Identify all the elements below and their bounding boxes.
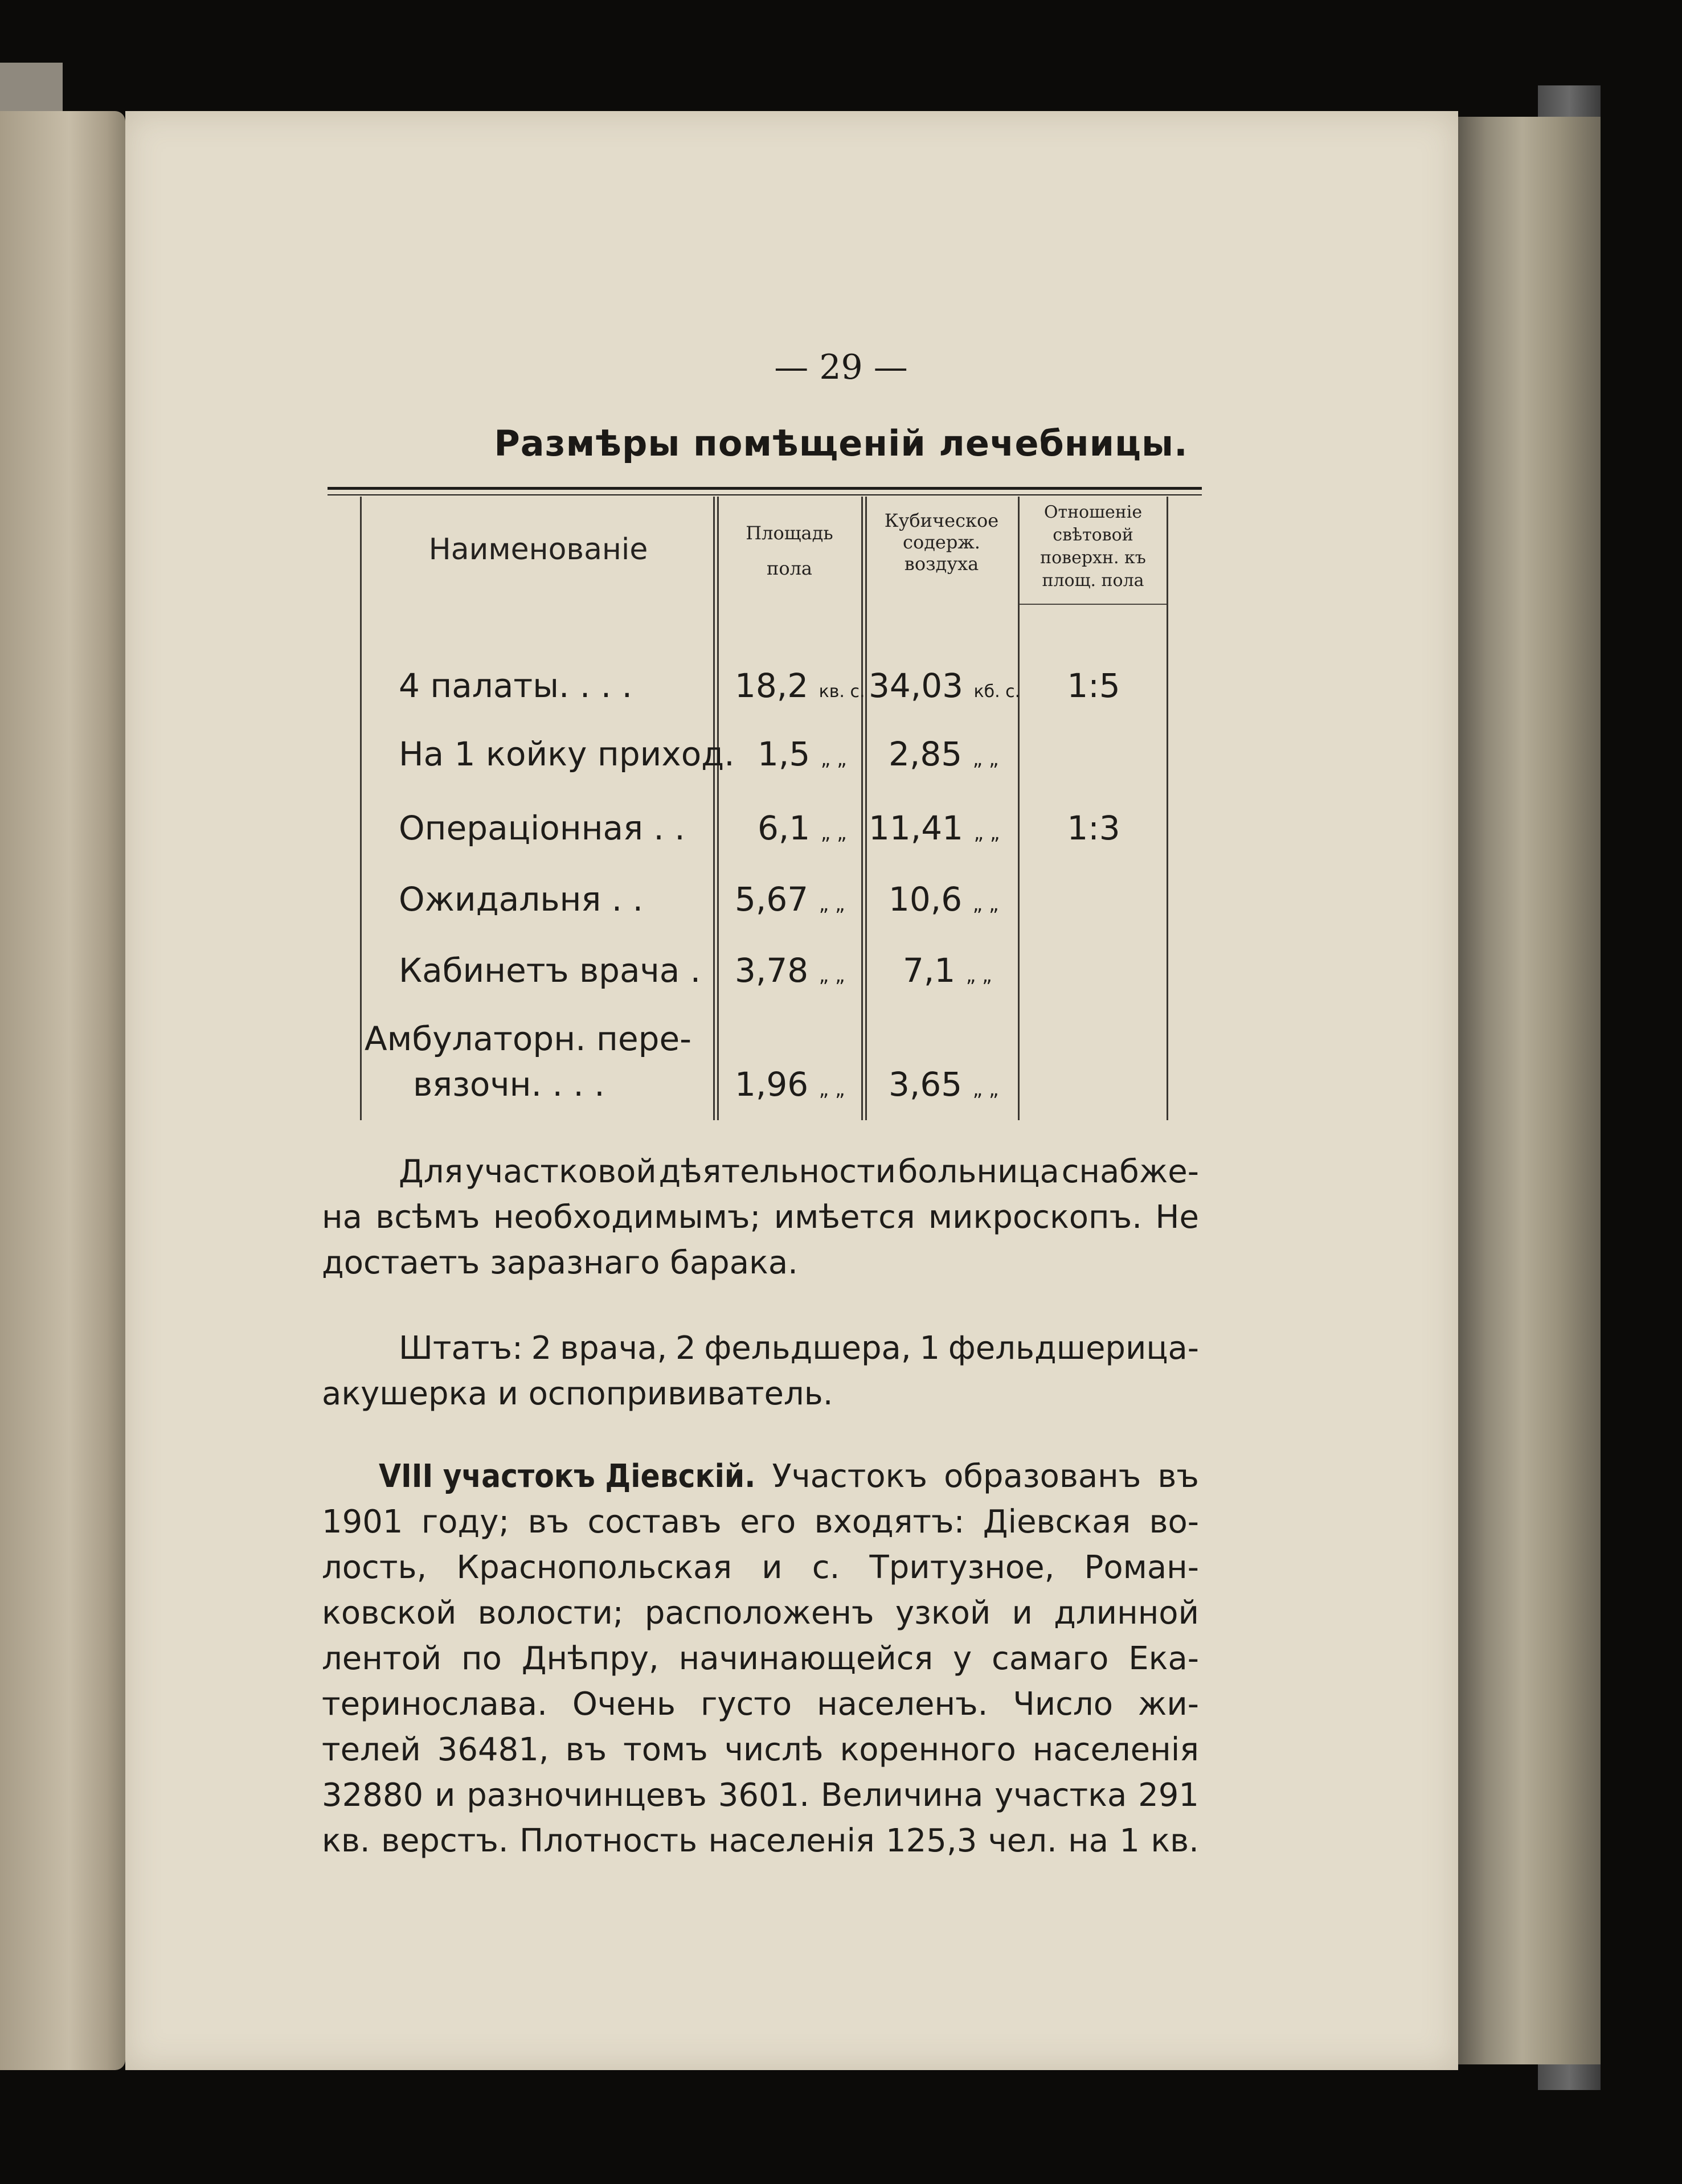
word: Участокъ (772, 1458, 928, 1495)
word: чел. (988, 1822, 1057, 1859)
word: входятъ: (814, 1503, 965, 1540)
table-left-border (360, 497, 362, 1120)
word: въ (1157, 1458, 1199, 1495)
page-stack-edge (1458, 117, 1601, 2064)
word: населенія (1032, 1731, 1199, 1768)
word: въ (565, 1731, 607, 1768)
row-1-ratio: 1:5 (1067, 666, 1120, 705)
word: 2 (531, 1330, 552, 1367)
header-name (365, 530, 712, 569)
header-ratio-line-4: площ. пола (1042, 571, 1144, 591)
row-5-cubic-ditto: „ „ (965, 964, 992, 987)
word: въ (527, 1503, 570, 1540)
header-area-line-2: пола (767, 558, 812, 579)
word: врача, (560, 1330, 668, 1367)
word: самаго (992, 1640, 1109, 1677)
word: дѣятельности (658, 1153, 897, 1190)
word: Днѣпру, (521, 1640, 659, 1677)
word: коренного (840, 1731, 1016, 1768)
word: Для (399, 1153, 464, 1190)
word: 125,3 (886, 1822, 977, 1859)
word: образованъ (944, 1458, 1141, 1495)
header-ratio-line-1: Отношеніе (1043, 502, 1143, 522)
word: фельдшера, (704, 1330, 911, 1367)
word: 2 (675, 1330, 696, 1367)
row-1-area-value: 18,2 (735, 666, 809, 705)
row-5-area-value: 3,78 (735, 951, 809, 990)
row-3-cubic-ditto: „ „ (973, 822, 1000, 845)
header-separator (1020, 604, 1167, 605)
word: волости; (477, 1595, 624, 1632)
word: микроскопъ. (928, 1199, 1143, 1236)
row-1-cubic (869, 666, 1020, 705)
header-cubic-line-3: воздуха (904, 553, 979, 575)
row-6-cubic-value: 3,65 (889, 1065, 963, 1104)
text-line (322, 1640, 1199, 1677)
word: на (1068, 1822, 1109, 1859)
row-5-cubic-value: 7,1 (903, 951, 956, 990)
row-2-cubic-value: 2,85 (889, 735, 963, 773)
text-line (322, 1822, 1199, 1859)
word: Тритузное, (869, 1549, 1055, 1586)
word: по (461, 1640, 502, 1677)
row-1-name: 4 палаты. . . . (399, 666, 633, 705)
word: участка (995, 1777, 1127, 1814)
table-top-rule-thin (328, 494, 1202, 495)
row-3-name: Операціонная . . (399, 809, 685, 847)
row-6-area-value: 1,96 (735, 1065, 809, 1104)
word: и (434, 1777, 456, 1814)
district-title: VIII участокъ Діевскій. (379, 1458, 756, 1495)
column-divider-2 (861, 497, 867, 1120)
word: 32880 (322, 1777, 424, 1814)
text-line (379, 1458, 1199, 1495)
text-line (399, 1153, 1199, 1190)
row-1-cubic-value: 34,03 (869, 666, 964, 705)
text-line (399, 1330, 1199, 1367)
header-cubic-line-1: Кубическое (884, 510, 999, 531)
row-3-area (758, 809, 847, 847)
word: Величина (820, 1777, 984, 1814)
row-2-area-value: 1,5 (758, 735, 811, 773)
row-1-cubic-unit: кб. с. (973, 682, 1021, 702)
word: числѣ (724, 1731, 824, 1768)
table-heading: Размѣры помѣщеній лечебницы. (494, 423, 1188, 464)
word: Діевская (983, 1503, 1131, 1540)
row-5-area-ditto: „ „ (819, 964, 845, 987)
text-line (322, 1244, 1199, 1281)
word: верстъ. (380, 1822, 509, 1859)
row-2-name: На 1 койку приход. (399, 735, 735, 773)
book-cover-left (0, 63, 63, 114)
word: участковой (465, 1153, 657, 1190)
row-6-area (735, 1065, 845, 1104)
word: теринослава. (322, 1686, 547, 1723)
word: и (762, 1549, 783, 1586)
row-2-cubic (889, 735, 999, 773)
row-6-name-line-2: вязочн. . . . (413, 1065, 605, 1104)
header-cubic (867, 510, 1016, 575)
text-line (322, 1503, 1199, 1540)
row-4-area-value: 5,67 (735, 880, 809, 919)
header-cubic-line-2: содерж. (903, 531, 980, 553)
word: у (953, 1640, 972, 1677)
word: всѣмъ (375, 1199, 480, 1236)
header-area (719, 515, 860, 586)
row-2-area (758, 735, 847, 773)
word: акушерка и оспопрививатель. (322, 1375, 833, 1412)
word: узкой (895, 1595, 991, 1632)
word: 3601. (718, 1777, 810, 1814)
word: населенія (708, 1822, 875, 1859)
word: достаетъ заразнаго барака. (322, 1244, 798, 1281)
row-4-name: Ожидальня . . (399, 880, 644, 919)
text-line (322, 1777, 1199, 1814)
row-3-cubic (869, 809, 1000, 847)
page-number: — 29 — (774, 347, 908, 387)
word: на (322, 1199, 362, 1236)
word: Штатъ: (399, 1330, 523, 1367)
word: жи- (1137, 1686, 1199, 1723)
header-area-line-1: Площадь (746, 522, 833, 544)
row-1-area-unit: кв. с. (819, 682, 865, 702)
word: году; (421, 1503, 510, 1540)
row-1-area (735, 666, 865, 705)
row-6-name-line-1: Амбулаторн. пере- (365, 1019, 692, 1058)
header-ratio-line-2: свѣтовой (1053, 525, 1133, 545)
header-ratio-line-3: поверхн. къ (1040, 548, 1146, 568)
word: 1 (919, 1330, 940, 1367)
row-3-area-ditto: „ „ (820, 822, 847, 845)
row-5-name: Кабинетъ врача . (399, 951, 701, 990)
word: фельдшерица- (948, 1330, 1199, 1367)
word: Краснопольская (456, 1549, 732, 1586)
word: 1 (1119, 1822, 1140, 1859)
row-3-ratio: 1:3 (1067, 809, 1120, 847)
word: Не (1155, 1199, 1199, 1236)
text-line (322, 1731, 1199, 1768)
header-ratio (1021, 501, 1165, 592)
word: имѣется (774, 1199, 915, 1236)
word: 291 (1138, 1777, 1199, 1814)
text-line (322, 1549, 1199, 1586)
row-6-cubic (889, 1065, 999, 1104)
row-4-area-ditto: „ „ (819, 893, 845, 916)
word: начинающейся (678, 1640, 934, 1677)
word: во- (1149, 1503, 1199, 1540)
text-line (322, 1686, 1199, 1723)
row-6-cubic-ditto: „ „ (972, 1078, 999, 1101)
word: населенъ. (817, 1686, 988, 1723)
row-4-cubic (889, 880, 999, 919)
word: лентой (322, 1640, 442, 1677)
table-top-rule (328, 487, 1202, 490)
text-line (322, 1199, 1199, 1236)
word: Роман- (1084, 1549, 1199, 1586)
left-page-edge (0, 111, 125, 2070)
word: снабже- (1061, 1153, 1199, 1190)
row-6-area-ditto: „ „ (819, 1078, 845, 1101)
word: расположенъ (644, 1595, 874, 1632)
row-4-cubic-value: 10,6 (889, 880, 963, 919)
row-2-cubic-ditto: „ „ (972, 748, 999, 771)
word: кв. (1151, 1822, 1199, 1859)
row-4-area (735, 880, 845, 919)
word: больница (898, 1153, 1059, 1190)
word: густо (700, 1686, 792, 1723)
row-3-area-value: 6,1 (758, 809, 811, 847)
word: 36481, (437, 1731, 549, 1768)
text-line (322, 1375, 1199, 1412)
word: Ека- (1128, 1640, 1199, 1677)
text-line (322, 1595, 1199, 1632)
word: длинной (1054, 1595, 1199, 1632)
word: томъ (623, 1731, 708, 1768)
word: необходимымъ; (493, 1199, 761, 1236)
row-5-cubic (903, 951, 992, 990)
word: разночинцевъ (466, 1777, 707, 1814)
word: Плотность (519, 1822, 698, 1859)
word: ковской (322, 1595, 457, 1632)
header-name-label: Наименованіе (428, 532, 648, 567)
row-4-cubic-ditto: „ „ (972, 893, 999, 916)
word: его (740, 1503, 796, 1540)
column-divider-1 (713, 497, 719, 1120)
row-3-cubic-value: 11,41 (869, 809, 964, 847)
word: составъ (587, 1503, 722, 1540)
word: 1901 (322, 1503, 403, 1540)
word: и (1012, 1595, 1033, 1632)
word: Очень (572, 1686, 676, 1723)
word: кв. (322, 1822, 370, 1859)
word: лость, (322, 1549, 427, 1586)
word: Число (1013, 1686, 1113, 1723)
row-2-area-ditto: „ „ (820, 748, 847, 771)
word: телей (322, 1731, 421, 1768)
word: с. (812, 1549, 840, 1586)
row-5-area (735, 951, 845, 990)
